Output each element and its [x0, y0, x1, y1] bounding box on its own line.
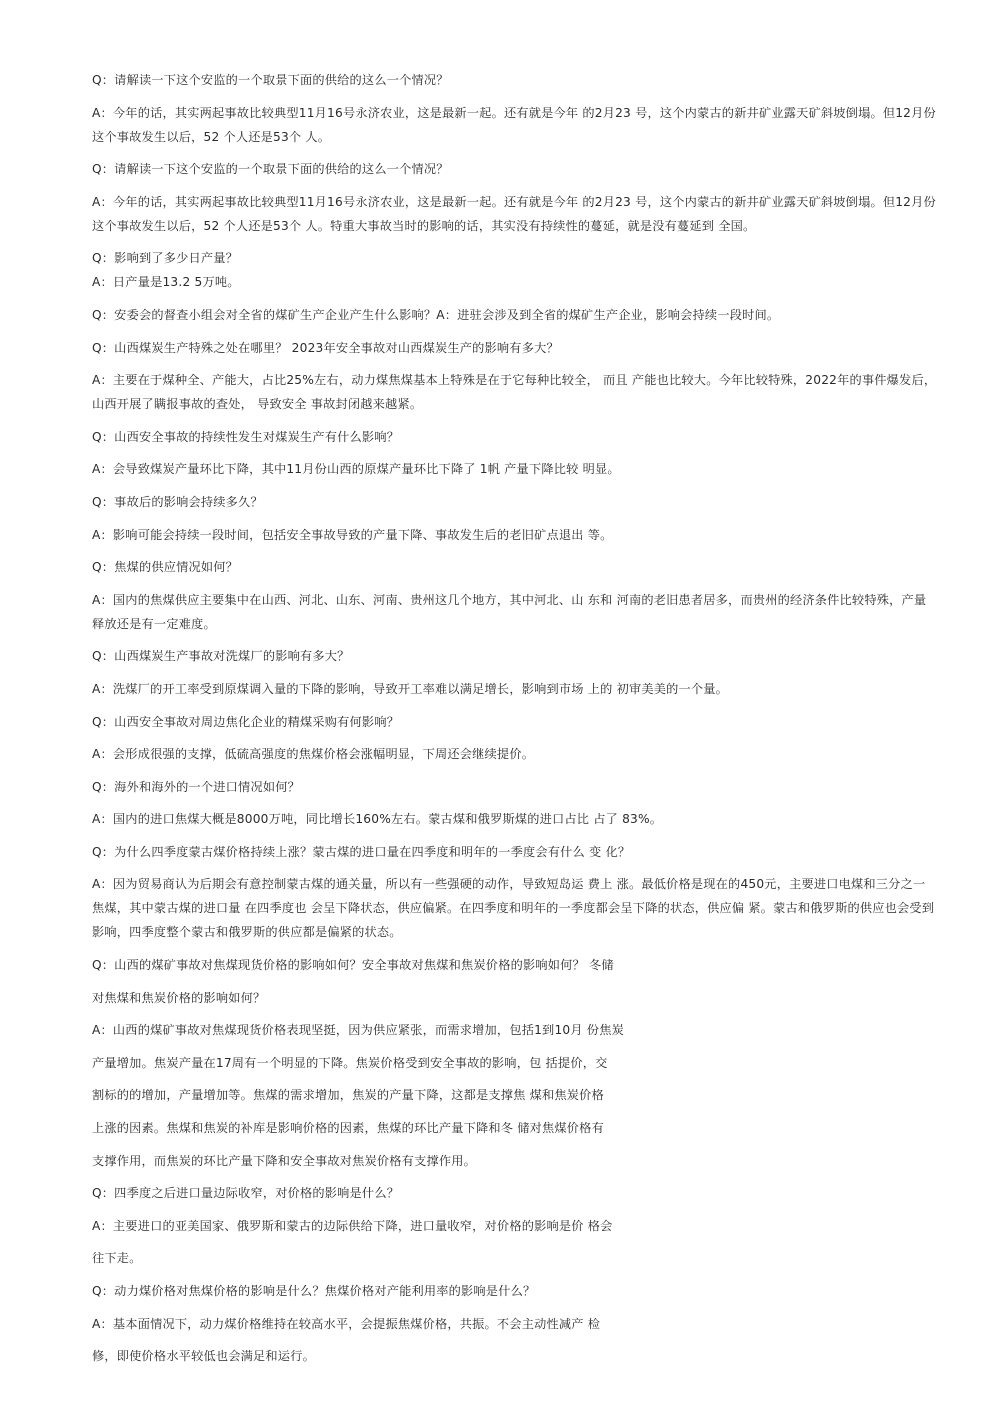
paragraph-question-continued: 对焦煤和焦炭价格的影响如何？: [92, 990, 266, 1005]
paragraph-question: Q：请解读一下这个安监的一个取景下面的供给的这么一个情况？: [92, 73, 449, 87]
paragraph-question: Q：四季度之后进口量边际收窄，对价格的影响是什么？: [92, 1186, 400, 1201]
paragraph-question: Q：山西的煤矿事故对焦煤现货价格的影响如何？安全事故对焦煤和焦炭价格的影响如何？ 冬储: [92, 958, 614, 973]
paragraph-question: Q：动力煤价格对焦煤价格的影响是什么？焦煤价格对产能利用率的影响是什么？: [92, 1284, 536, 1298]
paragraph-question: Q：事故后的影响会持续多久？: [92, 494, 263, 509]
paragraph-answer: A：因为贸易商认为后期会有意控制蒙古煤的通关量，所以有一些强硬的动作，导致短岛运 费上 涨。最低价格是现在的450元，主要进口电煤和三分之一焦煤，其中蒙古煤的进口量 在四季度也 会呈下降状态，供应偏紧。在四季度和明年的一季度都会呈下降的状态，供应偏 紧。蒙古和俄罗斯的供应也会受到影响，四季度整个蒙古和俄罗斯的供应都是偏紧的状态。: [92, 877, 935, 940]
paragraph-answer-continued: 产量增加。焦炭产量在17周有一个明显的下降。焦炭价格受到安全事故的影响，包 括提价，交: [92, 1055, 608, 1070]
paragraph-answer: A：国内的焦煤供应主要集中在山西、河北、山东、河南、贵州这几个地方，其中河北、山 东和 河南的老旧患者居多，而贵州的经济条件比较特殊，产量释放还是有一定难度。: [92, 592, 927, 631]
paragraph-answer: A：洗煤厂的开工率受到原煤调入量的下降的影响，导致开工率难以满足增长，影响到市场 上的 初审美美的一个量。: [92, 681, 729, 696]
paragraph-question: Q：影响到了多少日产量？: [92, 251, 239, 266]
paragraph-question: Q：山西安全事故对周边焦化企业的精煤采购有何影响？: [92, 714, 400, 729]
paragraph-answer-continued: 修，即使价格水平较低也会满足和运行。: [92, 1349, 315, 1364]
paragraph-question: Q：为什么四季度蒙古煤价格持续上涨？蒙古煤的进口量在四季度和明年的一季度会有什么 变 化？: [92, 844, 631, 859]
paragraph-answer: A：会导致煤炭产量环比下降，其中11月份山西的原煤产量环比下降了 1帆 产量下降比较 明显。: [92, 462, 620, 477]
paragraph-answer: A：今年的话，其实两起事故比较典型11月16号永济农业，这是最新一起。还有就是今年 的2月23 号，这个内蒙古的新井矿业露天矿斜坡倒塌。但12月份这个事故发生以后，52 个人还是53个 人。特重大事故当时的影响的话，其实没有持续性的蔓延，就是没有蔓延到 全国。: [92, 194, 936, 233]
paragraph-question: Q：山西煤炭生产事故对洗煤厂的影响有多大？: [92, 649, 350, 664]
document-body: [92, 68, 937, 1377]
paragraph-answer: A：日产量是13.2 5万吨。: [92, 275, 240, 290]
paragraph-answer: A：今年的话，其实两起事故比较典型11月16号永济农业，这是最新一起。还有就是今年 的2月23 号，这个内蒙古的新井矿业露天矿斜坡倒塌。但12月份这个事故发生以后，52 个人还是53个 人。: [92, 105, 936, 144]
paragraph-answer-continued: 支撑作用，而焦炭的环比产量下降和安全事故对焦炭价格有支撑作用。: [92, 1153, 477, 1168]
paragraph-answer: A：主要在于煤种全、产能大，占比25%左右，动力煤焦煤基本上特殊是在于它每种比较全， 而且 产能也比较大。今年比较特殊，2022年的事件爆发后，山西开展了瞒报事故的查处， 导致安全 事故封闭越来越紧。: [92, 373, 937, 412]
paragraph-answer: A：国内的进口焦煤大概是8000万吨，同比增长160%左右。蒙古煤和俄罗斯煤的进口占比 占了 83%。: [92, 812, 663, 827]
paragraph-answer: A：会形成很强的支撑，低硫高强度的焦煤价格会涨幅明显，下周还会继续提价。: [92, 747, 535, 762]
paragraph-question: Q：请解读一下这个安监的一个取景下面的供给的这么一个情况？: [92, 162, 449, 177]
paragraph-question: Q：海外和海外的一个进口情况如何？: [92, 779, 300, 794]
paragraph-answer: A：影响可能会持续一段时间，包括安全事故导致的产量下降、事故发生后的老旧矿点退出 等。: [92, 527, 613, 542]
paragraph-answer: A：主要进口的亚美国家、俄罗斯和蒙古的边际供给下降，进口量收窄，对价格的影响是价 格会: [92, 1218, 613, 1233]
paragraph-question-answer: Q：安委会的督查小组会对全省的煤矿生产企业产生什么影响？A：进驻会涉及到全省的煤矿生产企业，影响会持续一段时间。: [92, 307, 780, 322]
paragraph-question: Q：焦煤的供应情况如何？: [92, 560, 239, 575]
paragraph-answer: A：基本面情况下，动力煤价格维持在较高水平，会提振焦煤价格，共振。不会主动性减产 检: [92, 1316, 601, 1331]
paragraph-question: Q：山西安全事故的持续性发生对煤炭生产有什么影响？: [92, 429, 400, 444]
paragraph-answer-continued: 往下走。: [92, 1251, 142, 1266]
paragraph-question: Q：山西煤炭生产特殊之处在哪里？ 2023年安全事故对山西煤炭生产的影响有多大？: [92, 340, 559, 355]
paragraph-answer: A：山西的煤矿事故对焦煤现货价格表现坚挺，因为供应紧张，而需求增加，包括1到10月 份焦炭: [92, 1023, 624, 1038]
paragraph-answer-continued: 上涨的因素。焦煤和焦炭的补库是影响价格的因素，焦煤的环比产量下降和冬 储对焦煤价格有: [92, 1121, 604, 1136]
paragraph-answer-continued: 割标的的增加，产量增加等。焦煤的需求增加，焦炭的产量下降，这都是支撑焦 煤和焦炭价格: [92, 1088, 604, 1103]
